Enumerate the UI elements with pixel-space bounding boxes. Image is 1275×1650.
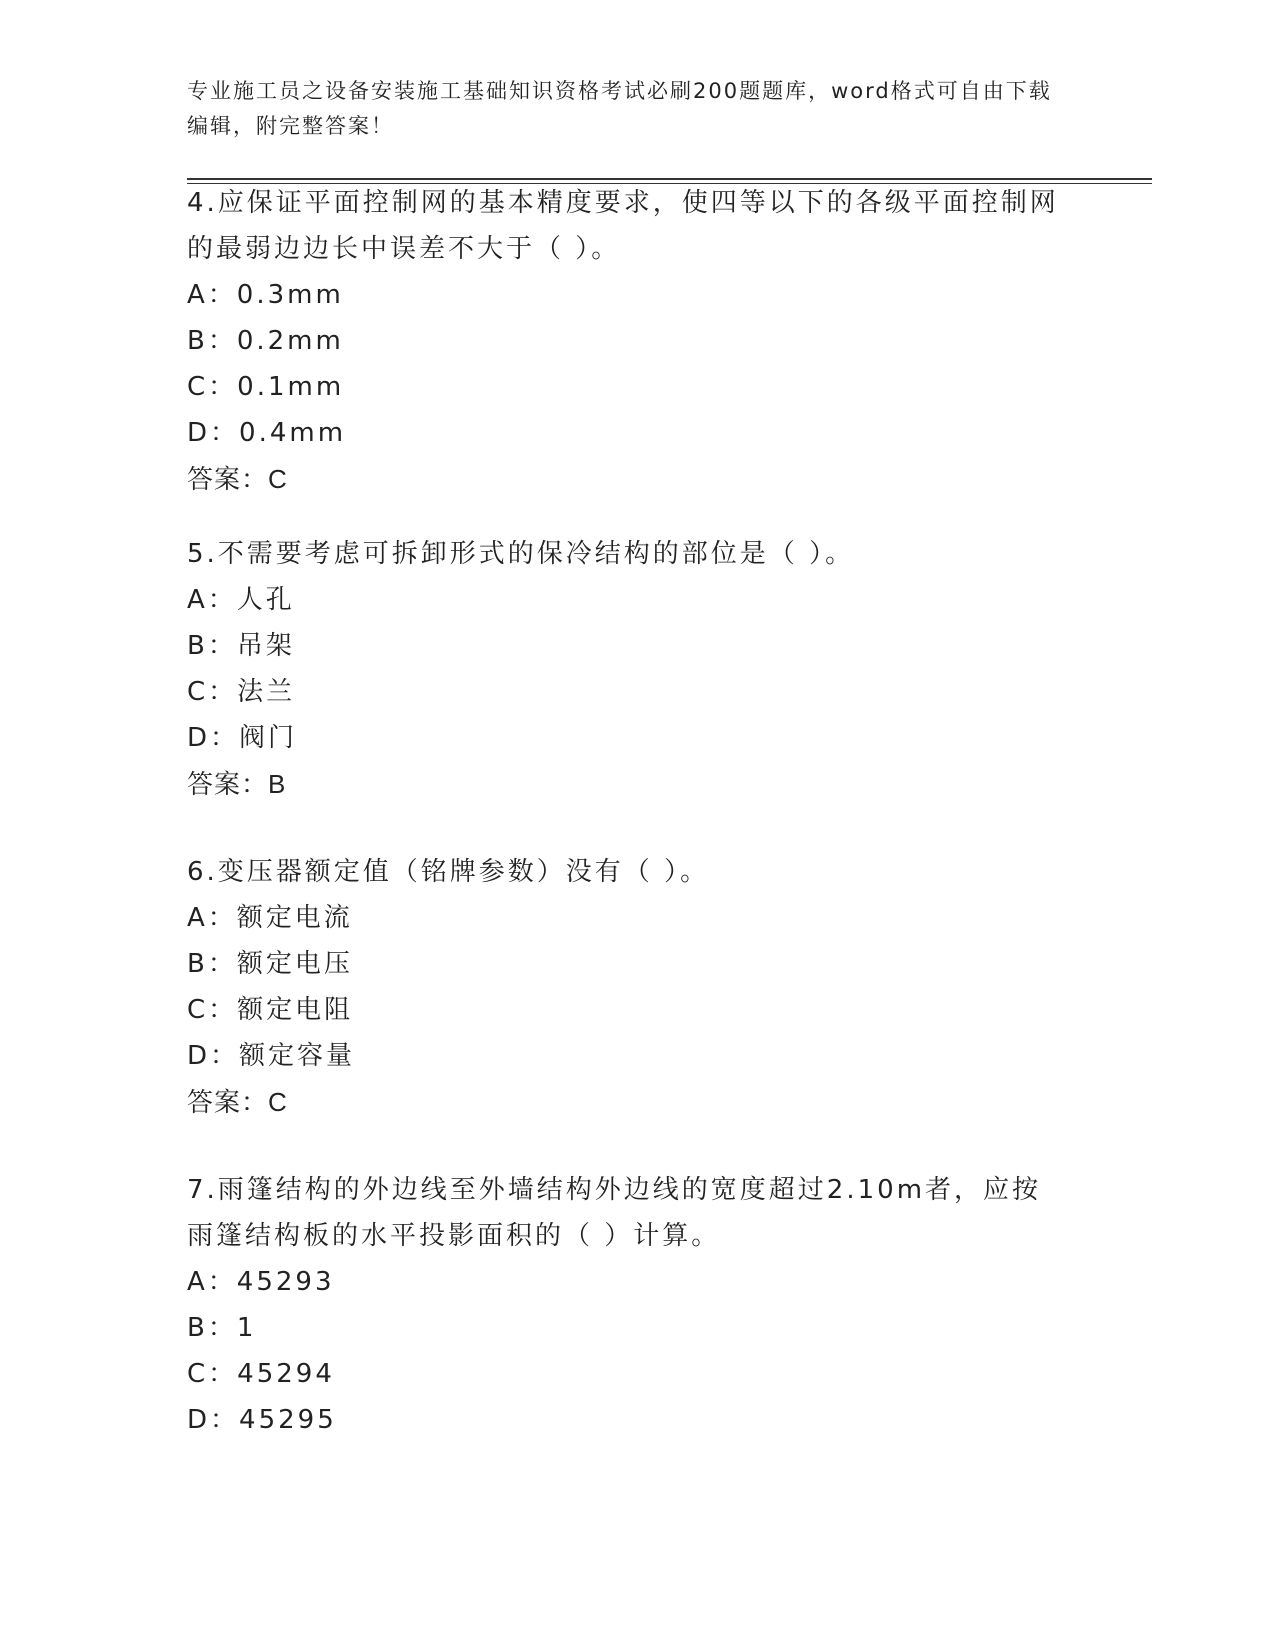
option-a: A：0.3mm bbox=[187, 280, 344, 310]
option-c: C：45294 bbox=[187, 1359, 335, 1389]
option-a: A：人孔 bbox=[187, 585, 295, 615]
option-c: C：法兰 bbox=[187, 677, 296, 707]
option-c: C：额定电阻 bbox=[187, 995, 354, 1025]
option-b: B：0.2mm bbox=[187, 326, 344, 356]
option-d: D：45295 bbox=[187, 1405, 337, 1435]
answer: 答案：C bbox=[187, 464, 288, 494]
option-a: A：额定电流 bbox=[187, 903, 353, 933]
question-6 bbox=[187, 849, 1067, 1125]
question-stem: 7.雨篷结构的外边线至外墙结构外边线的宽度超过2.10m者，应按雨篷结构板的水平投影面积的（ ）计算。 bbox=[187, 1175, 1042, 1251]
question-5 bbox=[187, 531, 1067, 807]
option-a: A：45293 bbox=[187, 1267, 335, 1297]
question-4 bbox=[187, 180, 1067, 502]
question-stem: 6.变压器额定值（铭牌参数）没有（ ）。 bbox=[187, 857, 710, 887]
answer: 答案：B bbox=[187, 769, 287, 799]
question-stem: 4.应保证平面控制网的基本精度要求，使四等以下的各级平面控制网的最弱边边长中误差不大于（ ）。 bbox=[187, 188, 1059, 264]
option-b: B：额定电压 bbox=[187, 949, 353, 979]
question-7 bbox=[187, 1167, 1067, 1443]
option-b: B：吊架 bbox=[187, 631, 295, 661]
option-d: D：阀门 bbox=[187, 723, 298, 753]
question-stem: 5.不需要考虑可拆卸形式的保冷结构的部位是（ ）。 bbox=[187, 539, 855, 569]
answer: 答案：C bbox=[187, 1087, 288, 1117]
option-c: C：0.1mm bbox=[187, 372, 345, 402]
option-b: B：1 bbox=[187, 1313, 257, 1343]
option-d: D：额定容量 bbox=[187, 1041, 356, 1071]
option-d: D：0.4mm bbox=[187, 418, 347, 448]
document-header: 专业施工员之设备安装施工基础知识资格考试必刷200题题库，word格式可自由下载编辑，附完整答案！ bbox=[187, 79, 1052, 138]
